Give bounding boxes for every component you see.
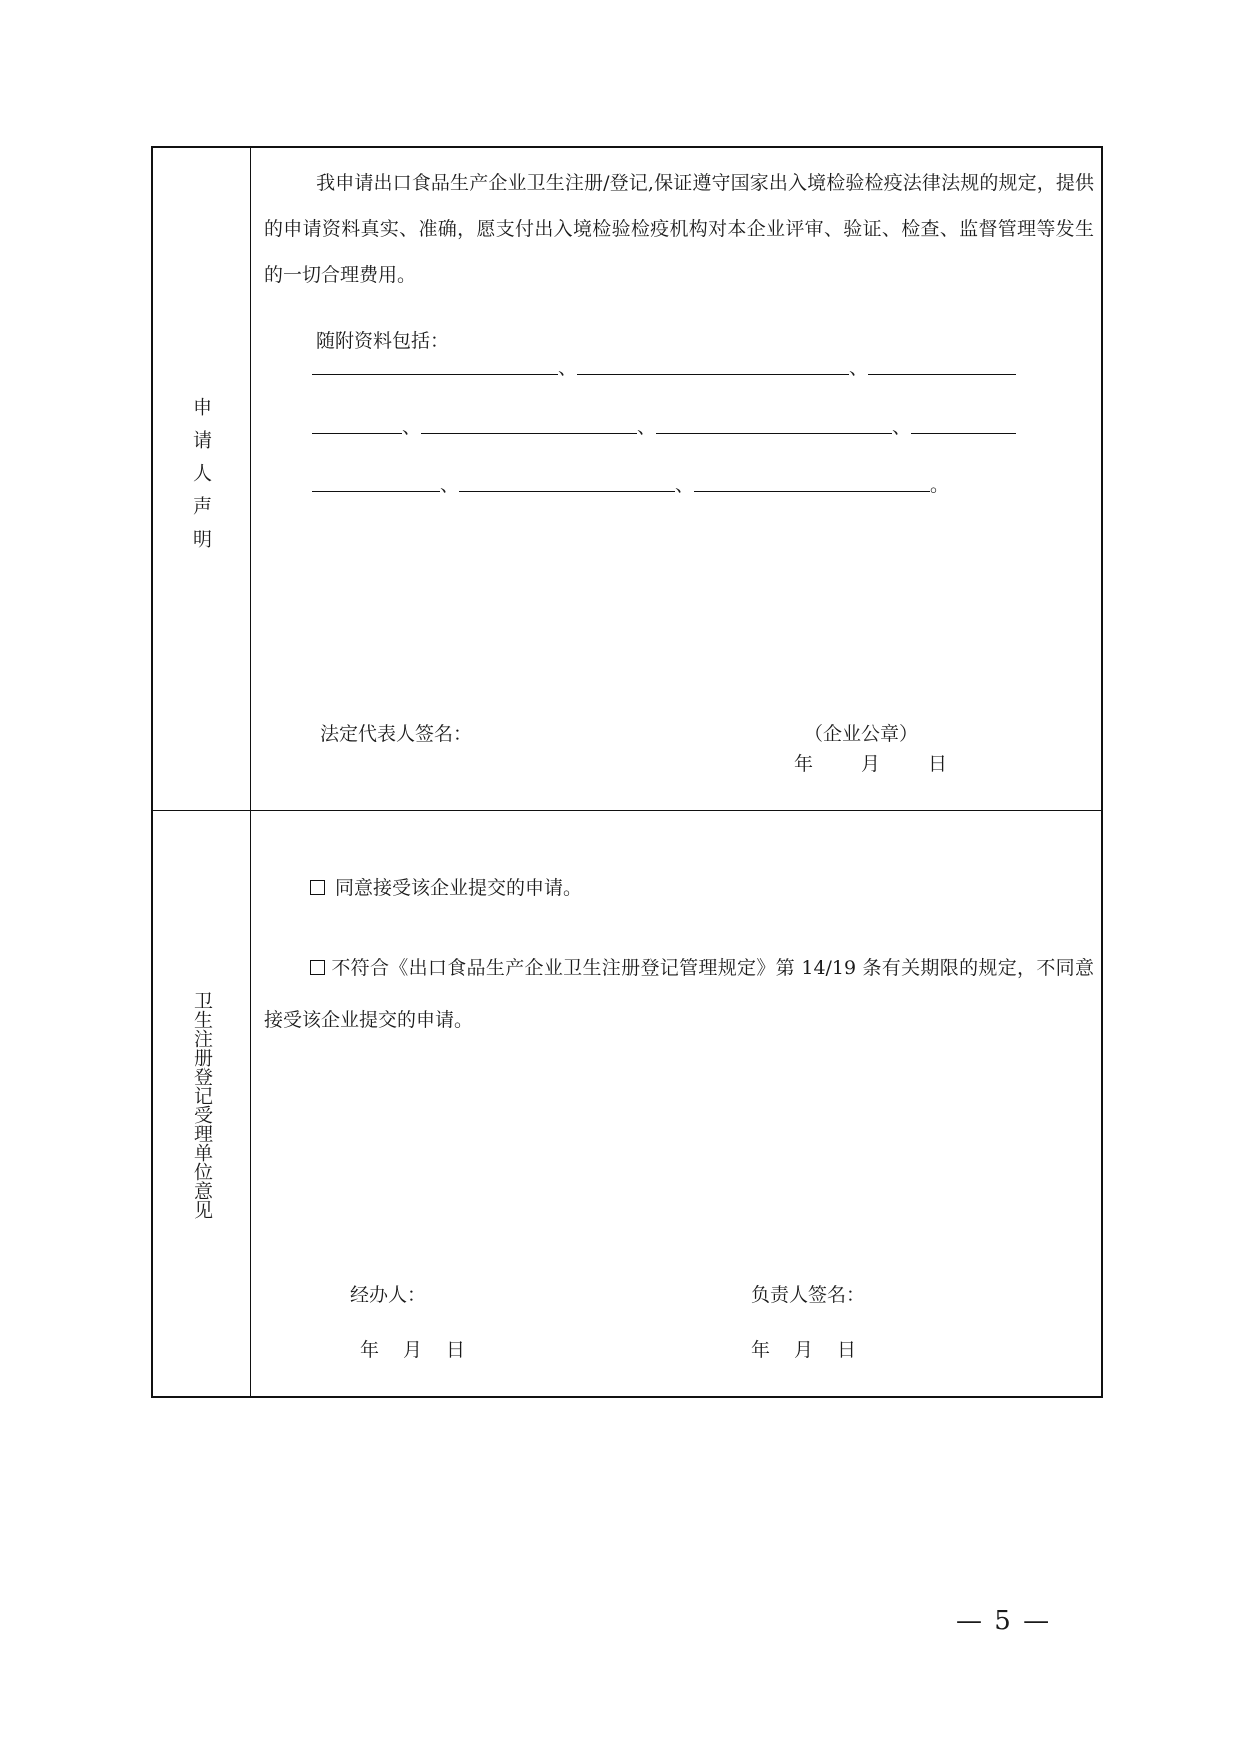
declaration-text: 我申请出口食品生产企业卫生注册/登记,保证遵守国家出入境检验检疫法律法规的规定，提供的申请资料真实、准确，愿支付出入境检验检疫机构对本企业评审、验证、检查、监督管理等发生的一切合理费用。 — [264, 172, 1094, 286]
accept-option-label: 同意接受该企业提交的申请。 — [335, 877, 583, 899]
accept-option[interactable] — [310, 873, 582, 900]
handler-date-year: 年 — [360, 1339, 380, 1361]
list-separator: 、 — [440, 474, 460, 496]
attachment-field[interactable] — [312, 374, 558, 375]
legal-representative-signature-label: 法定代表人签名： — [320, 723, 473, 745]
checkbox-icon[interactable] — [310, 960, 325, 975]
company-seal-label: （企业公章） — [804, 723, 919, 745]
handler-label: 经办人： — [350, 1284, 427, 1306]
responsible-date-day: 日 — [837, 1339, 857, 1361]
date-year-label: 年 — [794, 753, 814, 775]
date-month-label: 月 — [861, 753, 881, 775]
date-day-label: 日 — [928, 753, 948, 775]
responsible-person-signature-label: 负责人签名： — [751, 1284, 866, 1306]
column-divider — [250, 148, 251, 1396]
authority-section-label: 卫生注册登记受理单位意见 — [191, 990, 213, 1219]
list-separator: 、 — [849, 357, 869, 379]
list-separator: 、 — [892, 416, 912, 438]
list-end-mark: 。 — [930, 474, 950, 496]
reject-option-label: 不符合《出口食品生产企业卫生注册登记管理规定》第 14/19 条有关期限的规定，不同意接受该企业提交的申请。 — [264, 957, 1094, 1031]
list-separator: 、 — [637, 416, 657, 438]
list-separator: 、 — [402, 416, 422, 438]
attachment-field[interactable] — [312, 433, 402, 434]
attachment-field[interactable] — [868, 374, 1016, 375]
row-divider — [153, 810, 1101, 811]
declaration-paragraph — [264, 160, 1094, 298]
handler-date-month: 月 — [403, 1339, 423, 1361]
attachment-field[interactable] — [694, 491, 930, 492]
attachment-field[interactable] — [421, 433, 637, 434]
list-separator: 、 — [675, 474, 695, 496]
attachment-field[interactable] — [911, 433, 1016, 434]
applicant-section-label: 申请人声明 — [190, 396, 212, 562]
attachment-field[interactable] — [312, 491, 440, 492]
attachment-field[interactable] — [459, 491, 675, 492]
responsible-date-year: 年 — [751, 1339, 771, 1361]
page-number: — 5 — — [956, 1606, 1052, 1636]
attachment-field[interactable] — [656, 433, 892, 434]
responsible-date-month: 月 — [794, 1339, 814, 1361]
list-separator: 、 — [558, 357, 578, 379]
attachment-field[interactable] — [577, 374, 849, 375]
attachments-label: 随附资料包括： — [316, 330, 450, 352]
reject-option[interactable] — [264, 942, 1094, 1046]
application-form-table — [151, 146, 1103, 1398]
handler-date-day: 日 — [446, 1339, 466, 1361]
checkbox-icon[interactable] — [310, 880, 325, 895]
